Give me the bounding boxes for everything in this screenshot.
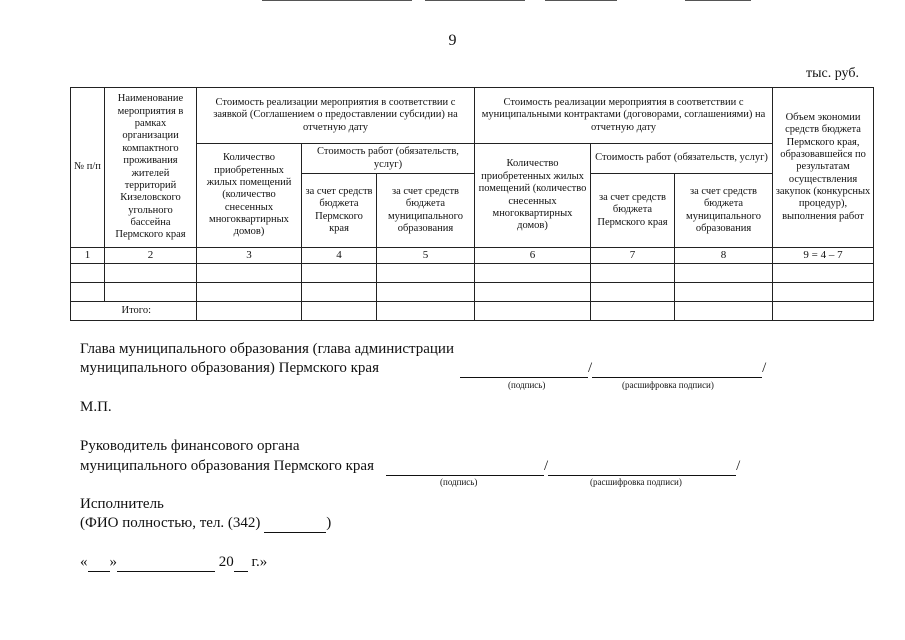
col-header-savings: Объем экономии средств бюджета Пермского края, образовавшейся по результатам осуществления закупок (конкурсных процедур), выполнения работ	[773, 88, 874, 248]
top-rule	[425, 0, 525, 1]
year-blank	[234, 554, 248, 572]
top-rule	[545, 0, 617, 1]
subheader-municipal-budget: за счет средств бюджета муниципального образования	[377, 174, 475, 248]
slash: /	[544, 458, 549, 474]
subheader-cost-works: Стоимость работ (обязательств, услуг)	[591, 144, 773, 174]
caption-decoding: (расшифровка подписи)	[622, 380, 714, 390]
col-header-name: Наименование мероприятия в рамках организации компактного проживания жителей территорий Кизеловского угольного бассейна Пермского края	[105, 88, 197, 248]
caption-decoding: (расшифровка подписи)	[590, 477, 682, 487]
column-number: 7	[591, 248, 675, 264]
date-line: « » 20 г.»	[80, 554, 268, 570]
subheader-quantity: Количество приобретенных жилых помещений (количество снесенных многоквартирных домов)	[197, 144, 302, 248]
total-label: Итого:	[71, 301, 197, 320]
caption-signature: (подпись)	[440, 477, 478, 487]
group-header-application: Стоимость реализации мероприятия в соответствии с заявкой (Соглашением о предоставлении субсидии) на отчетную дату	[197, 88, 475, 144]
slash: /	[588, 360, 593, 376]
finance-signature-line	[386, 458, 740, 476]
top-rule	[262, 0, 412, 1]
subheader-regional-budget: за счет средств бюджета Пермского края	[302, 174, 377, 248]
column-number: 2	[105, 248, 197, 264]
executor-contact-line: (ФИО полностью, тел. (342) )	[80, 515, 332, 531]
top-rule	[685, 0, 751, 1]
signature-blank	[386, 458, 544, 476]
decoding-blank	[592, 360, 762, 378]
head-title-line1: Глава муниципального образования (глава администрации	[80, 341, 454, 357]
day-blank	[88, 554, 110, 572]
subheader-regional-budget: за счет средств бюджета Пермского края	[591, 174, 675, 248]
total-row	[71, 301, 874, 320]
col-header-number: № п/п	[71, 88, 105, 248]
column-number: 6	[475, 248, 591, 264]
slash: /	[736, 458, 741, 474]
units-label: тыс. руб.	[806, 66, 859, 81]
month-blank	[117, 554, 215, 572]
subheader-quantity: Количество приобретенных жилых помещений (количество снесенных многоквартирных домов)	[475, 144, 591, 248]
subheader-cost-works: Стоимость работ (обязательств, услуг)	[302, 144, 475, 174]
group-header-contracts: Стоимость реализации мероприятия в соответствии с муниципальными контрактами (договорами, соглашениями) на отчетную дату	[475, 88, 773, 144]
executor-label: Исполнитель	[80, 496, 164, 512]
finance-title-line2: муниципального образования Пермского края	[80, 458, 374, 474]
column-number: 3	[197, 248, 302, 264]
column-number: 1	[71, 248, 105, 264]
report-table	[70, 87, 874, 321]
seal-label: М.П.	[80, 399, 112, 415]
column-number: 5	[377, 248, 475, 264]
column-number: 9 = 4 – 7	[773, 248, 874, 264]
page-number: 9	[448, 32, 457, 49]
phone-blank	[264, 515, 326, 533]
column-number: 4	[302, 248, 377, 264]
slash: /	[762, 360, 767, 376]
signature-blank	[460, 360, 588, 378]
caption-signature: (подпись)	[508, 380, 546, 390]
column-number: 8	[675, 248, 773, 264]
head-title-line2: муниципального образования) Пермского края	[80, 360, 379, 376]
column-numbers-row	[71, 248, 874, 264]
decoding-blank	[548, 458, 736, 476]
subheader-municipal-budget: за счет средств бюджета муниципального образования	[675, 174, 773, 248]
finance-title-line1: Руководитель финансового органа	[80, 438, 300, 454]
head-signature-line	[460, 360, 766, 378]
table-row	[71, 263, 874, 282]
table-row	[71, 282, 874, 301]
